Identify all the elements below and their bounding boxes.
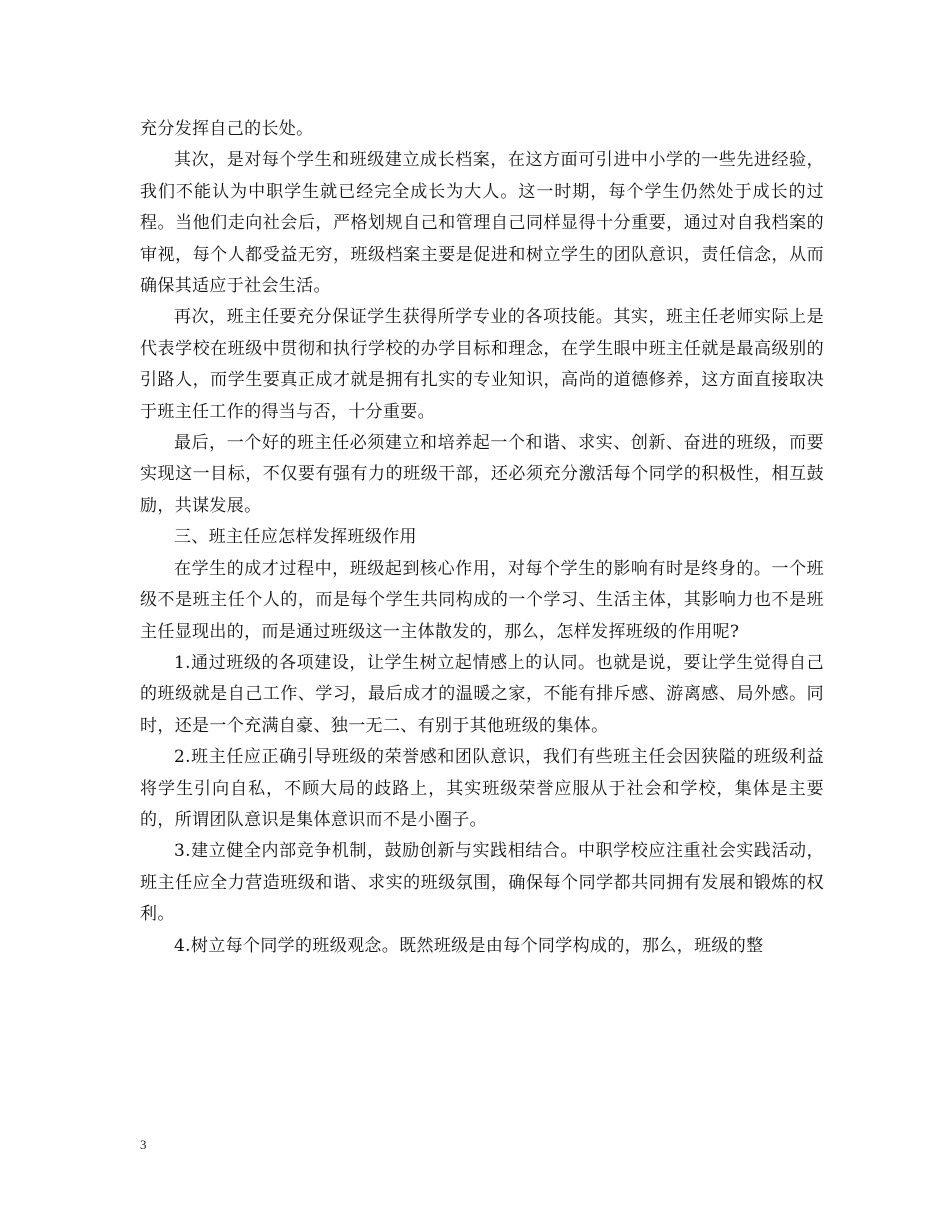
list-item: 3.建立健全内部竞争机制，鼓励创新与实践相结合。中职学校应注重社会实践活动，班主任应全力营造班级和谐、求实的班级氛围，确保每个同学都共同拥有发展和锻炼的权利。	[140, 841, 824, 925]
list-item: 1.通过班级的各项建设，让学生树立起情感上的认同。也就是说，要让学生觉得自己的班级就是自己工作、学习，最后成才的温暖之家，不能有排斥感、游离感、局外感。同时，还是一个充满自豪、独一无二、有别于其他班级的集体。	[140, 652, 824, 736]
list-item: 2.班主任应正确引导班级的荣誉感和团队意识，我们有些班主任会因狭隘的班级利益将学生引向自私，不顾大局的歧路上，其实班级荣誉应服从于社会和学校，集体是主要的，所谓团队意识是集体意识而不是小圈子。	[140, 747, 824, 830]
paragraph: 最后，一个好的班主任必须建立和培养起一个和谐、求实、创新、奋进的班级，而要实现这一目标，不仅要有强有力的班级干部，还必须充分激活每个同学的积极性，相互鼓励，共谋发展。	[140, 433, 824, 516]
paragraph: 再次，班主任要充分保证学生获得所学专业的各项技能。其实，班主任老师实际上是代表学校在班级中贯彻和执行学校的办学目标和理念，在学生眼中班主任就是最高级别的引路人，而学生要真正成才就是拥有扎实的专业知识，高尚的道德修养，这方面直接取决于班主任工作的得当与否，十分重要。	[140, 307, 824, 422]
body-text	[140, 114, 824, 962]
list-item: 4.树立每个同学的班级观念。既然班级是由每个同学构成的，那么，班级的整	[174, 935, 764, 956]
paragraph: 充分发挥自己的长处。	[140, 119, 314, 139]
section-heading: 三、班主任应怎样发挥班级作用	[174, 527, 417, 548]
page-number: 3	[140, 1137, 147, 1152]
paragraph: 在学生的成才过程中，班级起到核心作用，对每个学生的影响有时是终身的。一个班级不是班主任个人的，而是每个学生共同构成的一个学习、生活主体，其影响力也不是班主任显现出的，而是通过班级这一主体散发的，那么，怎样发挥班级的作用呢?	[140, 558, 824, 642]
paragraph: 其次，是对每个学生和班级建立成长档案，在这方面可引进中小学的一些先进经验，我们不能认为中职学生就已经完全成长为大人。这一时期，每个学生仍然处于成长的过程。当他们走向社会后，严格划规自己和管理自己同样显得十分重要，通过对自我档案的审视，每个人都受益无穷，班级档案主要是促进和树立学生的团队意识，责任信念，从而确保其适应于社会生活。	[140, 150, 824, 297]
